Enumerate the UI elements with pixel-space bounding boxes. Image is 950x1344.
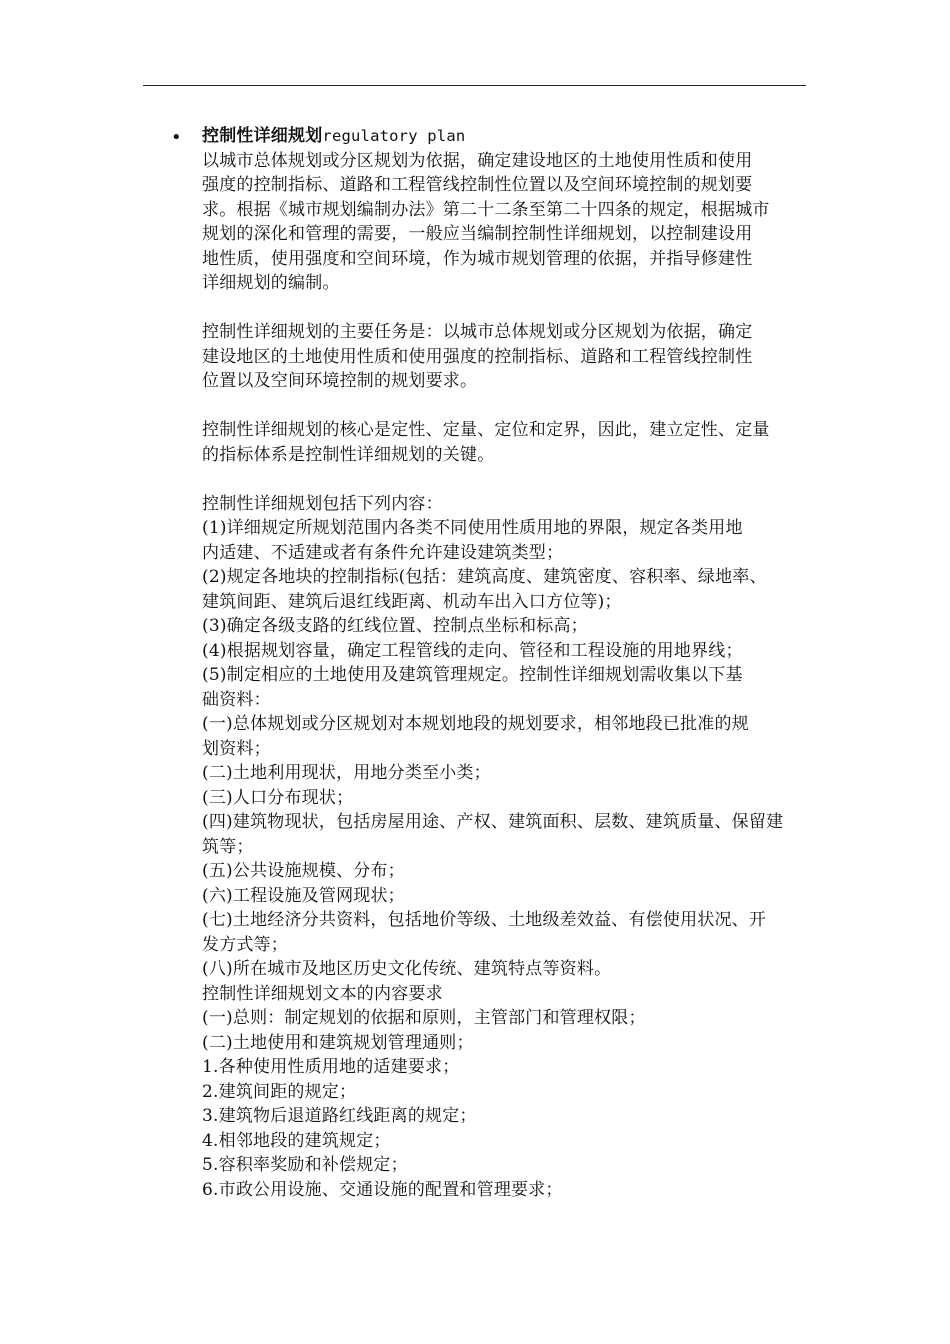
text-line: (五)公共设施规模、分布； <box>202 861 405 881</box>
text-line: (三)人口分布现状； <box>202 787 354 808</box>
text-line: 建设地区的土地使用性质和使用强度的控制指标、道路和工程管线控制性 <box>202 346 753 367</box>
text-line: 6.市政公用设施、交通设施的配置和管理要求； <box>202 1179 563 1200</box>
text-line: 5.容积率奖励和补偿规定； <box>202 1155 408 1175</box>
text-line: 内适建、不适建或者有条件允许建设建筑类型； <box>202 542 564 563</box>
text-line: 筑等； <box>202 836 254 857</box>
text-line: 地性质，使用强度和空间环境，作为城市规划管理的依据，并指导修建性 <box>202 248 753 269</box>
text-line: 强度的控制指标、道路和工程管线控制性位置以及空间环境控制的规划要 <box>202 175 753 195</box>
text-line: (七)土地经济分共资料，包括地价等级、土地级差效益、有偿使用状况、开 <box>202 910 767 930</box>
text-line: (一)总体规划或分区规划对本规划地段的规划要求，相邻地段已批准的规 <box>202 714 749 734</box>
paragraph <box>202 149 808 296</box>
document-body <box>202 124 808 1202</box>
heading-term: 控制性详细规划 <box>202 126 323 146</box>
text-line: 的指标体系是控制性详细规划的关键。 <box>202 444 495 465</box>
text-line: (一)总则：制定规划的依据和原则，主管部门和管理权限； <box>202 1008 646 1028</box>
paragraph-gap <box>202 394 808 419</box>
text-line: (四)建筑物现状，包括房屋用途、产权、建筑面积、层数、建筑质量、保留建 <box>202 812 784 832</box>
text-line: (1)详细规定所规划范围内各类不同使用性质用地的界限，规定各类用地 <box>202 518 743 538</box>
text-line: (二)土地使用和建筑规划管理通则； <box>202 1032 474 1053</box>
text-line: 控制性详细规划的核心是定性、定量、定位和定界，因此，建立定性、定量 <box>202 420 770 440</box>
text-line: 4.相邻地段的建筑规定； <box>202 1130 391 1151</box>
paragraph <box>202 320 808 394</box>
text-line: (二)土地利用现状，用地分类至小类； <box>202 763 491 783</box>
text-line: 1.各种使用性质用地的适建要求； <box>202 1057 460 1077</box>
paragraph-gap <box>202 467 808 492</box>
paragraphs <box>202 149 808 1203</box>
paragraph <box>202 418 808 467</box>
paragraph-gap <box>202 296 808 321</box>
text-line: (3)确定各级支路的红线位置、控制点坐标和标高； <box>202 616 588 636</box>
text-line: 控制性详细规划包括下列内容： <box>202 493 443 514</box>
text-line: (4)根据规划容量，确定工程管线的走向、管径和工程设施的用地界线； <box>202 640 743 661</box>
text-line: (5)制定相应的土地使用及建筑管理规定。控制性详细规划需收集以下基 <box>202 665 743 685</box>
text-line: 以城市总体规划或分区规划为依据，确定建设地区的土地使用性质和使用 <box>202 150 753 171</box>
text-line: 发方式等； <box>202 934 288 955</box>
paragraph <box>202 492 808 1203</box>
heading-english: regulatory plan <box>322 127 466 145</box>
text-line: 2.建筑间距的规定； <box>202 1081 357 1102</box>
text-line: 3.建筑物后退道路红线距离的规定； <box>202 1106 477 1126</box>
text-line: 划资料； <box>202 738 271 759</box>
text-line: (2)规定各地块的控制指标(包括：建筑高度、建筑密度、容积率、绿地率、 <box>202 567 767 587</box>
entry-heading <box>202 124 808 149</box>
text-line: 建筑间距、建筑后退红线距离、机动车出入口方位等)； <box>202 591 622 612</box>
text-line: (六)工程设施及管网现状； <box>202 885 405 906</box>
bullet-marker: • <box>171 127 182 148</box>
text-line: 求。根据《城市规划编制办法》第二十二条至第二十四条的规定，根据城市 <box>202 199 770 220</box>
text-line: 位置以及空间环境控制的规划要求。 <box>202 371 478 391</box>
text-line: 控制性详细规划的主要任务是：以城市总体规划或分区规划为依据，确定 <box>202 322 753 342</box>
text-line: 控制性详细规划文本的内容要求 <box>202 983 443 1004</box>
text-line: (八)所在城市及地区历史文化传统、建筑特点等资料。 <box>202 959 612 979</box>
text-line: 规划的深化和管理的需要，一般应当编制控制性详细规划，以控制建设用 <box>202 224 753 244</box>
header-rule <box>143 85 806 86</box>
text-line: 详细规划的编制。 <box>202 273 340 293</box>
text-line: 础资料： <box>202 689 271 710</box>
